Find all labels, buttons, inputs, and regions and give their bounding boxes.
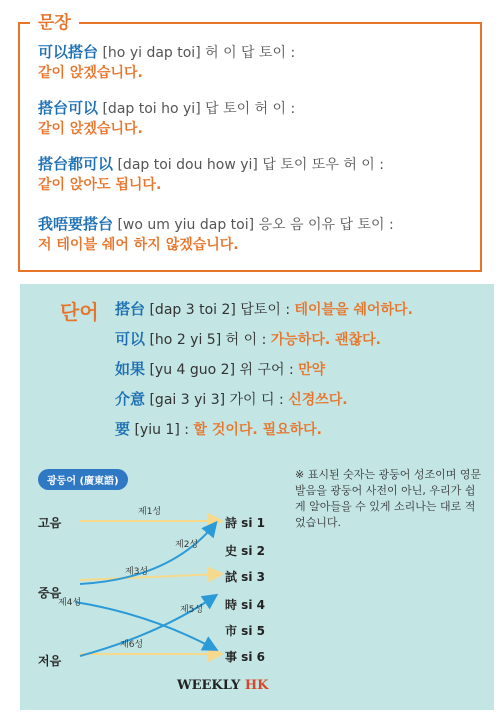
level-high: 고음 <box>38 516 62 530</box>
vocab-pron: [yu 4 guo 2] 위 구어 : <box>149 362 294 378</box>
sentence-meaning: 저 테이블 쉐어 하지 않겠습니다. <box>38 237 239 253</box>
vocab-pron: [gai 3 yi 3] 가이 디 : <box>149 392 284 408</box>
vocab-pron: [yiu 1] : <box>134 422 189 438</box>
tone-diagram-svg <box>20 484 230 674</box>
vocab-item <box>115 358 325 379</box>
vocab-item <box>115 328 381 349</box>
sentence-2 <box>38 98 295 139</box>
tone-label: 제5성 <box>180 605 204 615</box>
tone-label: 제1성 <box>138 507 162 517</box>
sentence-korean: 답 토이 허 이 : <box>205 101 296 117</box>
sentence-roman: [dap toi ho yi] <box>102 101 201 117</box>
level-mid: 중음 <box>38 586 62 600</box>
vocab-pron: [ho 2 yi 5] 허 이 : <box>149 332 267 348</box>
tone-item: 時 si 4 <box>225 598 265 612</box>
tone-note: ※ 표시된 숫자는 광둥어 성조이며 영문 발음을 광둥어 사전이 아닌, 우리가 쉽게 알아들을 수 있게 소리나는 대로 적었습니다. <box>295 468 482 529</box>
sentence-korean: 응오 음 이유 답 토이 : <box>258 217 394 233</box>
vocab-meaning: 가능하다. 괜찮다. <box>270 332 381 348</box>
sentence-3 <box>38 154 384 195</box>
vocab-box <box>20 284 494 710</box>
vocab-hanzi: 介意 <box>115 390 146 408</box>
vocab-hanzi: 可以 <box>115 330 146 348</box>
sentence-meaning: 같이 앉겠습니다. <box>38 65 143 81</box>
vocab-title: 단어 <box>60 300 99 324</box>
tone-label: 제2성 <box>175 540 199 550</box>
tone-item: 市 si 5 <box>225 624 265 638</box>
level-low: 저음 <box>38 654 62 668</box>
sentence-korean: 답 토이 또우 허 이 : <box>262 157 384 173</box>
sentence-1 <box>38 42 295 83</box>
tone-label: 제6성 <box>120 640 144 650</box>
weekly-hk-logo <box>177 678 268 693</box>
vocab-pron: [dap 3 toi 2] 답토이 : <box>149 302 291 318</box>
sentence-roman: [dap toi dou how yi] <box>117 157 258 173</box>
vocab-item <box>115 298 413 319</box>
vocab-meaning: 테이블을 쉐어하다. <box>294 302 413 318</box>
tone-item: 試 si 3 <box>225 570 265 584</box>
sentence-meaning: 같이 앉아도 됩니다. <box>38 177 162 193</box>
sentence-korean: 허 이 답 토이 : <box>205 45 296 61</box>
tone-3-arrow <box>80 574 220 580</box>
vocab-hanzi: 搭台 <box>115 300 146 318</box>
sentence-hanzi: 搭台都可以 <box>38 155 114 173</box>
sentence-meaning: 같이 앉겠습니다. <box>38 121 143 137</box>
vocab-meaning: 신경쓰다. <box>288 392 348 408</box>
sentence-4 <box>38 214 394 255</box>
vocab-meaning: 만약 <box>298 362 326 378</box>
sentence-roman: [ho yi dap toi] <box>102 45 201 61</box>
sentence-hanzi: 可以搭台 <box>38 43 99 61</box>
vocab-hanzi: 如果 <box>115 360 146 378</box>
sentence-hanzi: 我唔要搭台 <box>38 215 114 233</box>
sentences-title: 문장 <box>30 8 79 33</box>
tone-item: 詩 si 1 <box>225 516 265 530</box>
sentence-roman: [wo um yiu dap toi] <box>117 217 255 233</box>
vocab-item <box>115 418 322 439</box>
tone-item: 史 si 2 <box>225 544 265 558</box>
vocab-hanzi: 要 <box>115 420 131 438</box>
vocab-meaning: 할 것이다. 필요하다. <box>193 422 322 438</box>
vocab-item <box>115 388 348 409</box>
logo-accent: HK <box>244 678 269 693</box>
tone-label: 제3성 <box>125 567 149 577</box>
sentence-hanzi: 搭台可以 <box>38 99 99 117</box>
tone-item: 事 si 6 <box>225 650 265 664</box>
logo-main: WEEKLY <box>177 678 245 693</box>
language-badge: 광둥어 (廣東語) <box>38 469 128 490</box>
tone-label: 제4성 <box>58 598 82 608</box>
